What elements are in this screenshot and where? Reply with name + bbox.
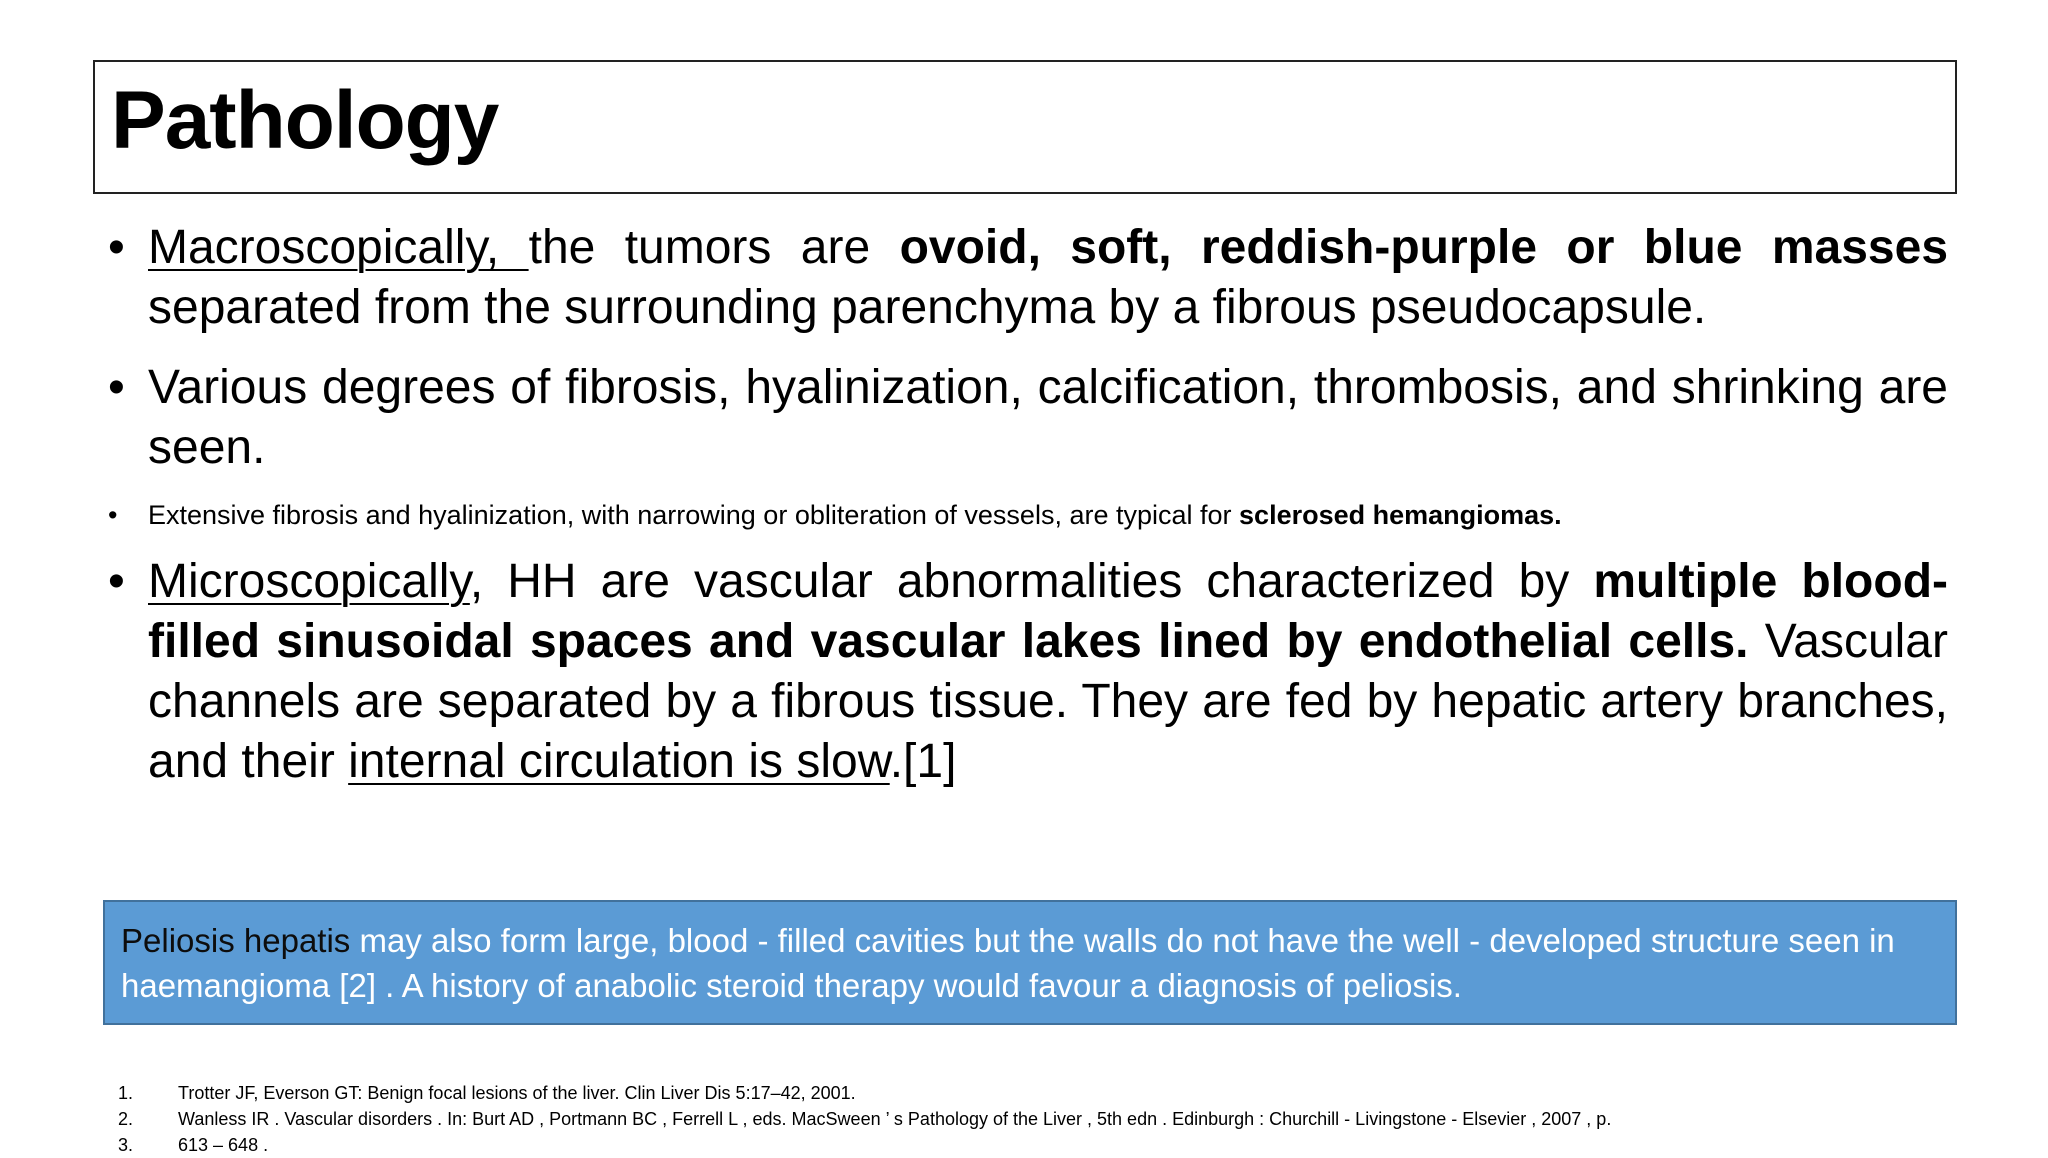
bullet-bold-text: multiple blood-filled sinusoidal spaces and vascular lakes lined by endothelial cells. bbox=[148, 555, 1948, 668]
reference-number: 3. bbox=[118, 1135, 134, 1155]
callout-term: Peliosis hepatis bbox=[121, 922, 351, 959]
bullet-bold-text: ovoid, soft, reddish-purple or blue masses bbox=[899, 221, 1949, 274]
slide-title: Pathology bbox=[111, 75, 499, 166]
peliosis-callout bbox=[103, 900, 1957, 1025]
bullet-bold-text: sclerosed hemangiomas. bbox=[1239, 500, 1562, 530]
reference-item bbox=[118, 1080, 1938, 1106]
title-box bbox=[93, 60, 1957, 194]
bullet-fibrosis bbox=[108, 358, 1948, 478]
bullet-text: , HH are vascular abnormalities characterized by bbox=[469, 555, 1594, 608]
reference-number: 2. bbox=[118, 1109, 134, 1129]
reference-item bbox=[118, 1106, 1938, 1132]
reference-list bbox=[118, 1080, 1938, 1158]
callout-text: may also form large, blood - filled cavities but the walls do not have the well - developed structure seen in haemangioma [2] . A history of anabolic steroid therapy would favour a diagnosis of peliosis. bbox=[121, 922, 1895, 1004]
bullet-text: the tumors are bbox=[528, 221, 900, 274]
bullet-text: separated from the surrounding parenchyma by a fibrous pseudocapsule. bbox=[148, 281, 1707, 334]
microscopically-label: Microscopically bbox=[148, 555, 470, 608]
bullet-text: Various degrees of fibrosis, hyalinization, calcification, thrombosis, and shrinking are seen. bbox=[148, 361, 1948, 474]
bullet-text: .[1] bbox=[889, 735, 957, 788]
reference-text: Trotter JF, Everson GT: Benign focal lesions of the liver. Clin Liver Dis 5:17–42, 2001. bbox=[178, 1083, 856, 1103]
bullet-text: Vascular channels are separated by a fibrous tissue. They are fed by hepatic artery branches, and their bbox=[148, 615, 1948, 788]
reference-text: Wanless IR . Vascular disorders . In: Burt AD , Portmann BC , Ferrell L , eds. MacSween ’ s Pathology of the Liver , 5th edn . Edinburgh : Churchill - Livingstone - Elsevier , 2007 , p. bbox=[178, 1109, 1612, 1129]
reference-item bbox=[118, 1132, 1938, 1158]
bullet-sclerosed bbox=[108, 496, 1948, 534]
bullet-list bbox=[108, 218, 1948, 792]
bullet-macroscopic bbox=[108, 218, 1948, 338]
circulation-underlined: internal circulation is slow bbox=[348, 735, 890, 788]
bullet-microscopic bbox=[108, 552, 1948, 792]
bullet-text: Extensive fibrosis and hyalinization, with narrowing or obliteration of vessels, are typical for bbox=[148, 500, 1240, 530]
reference-number: 1. bbox=[118, 1083, 134, 1103]
reference-text: 613 – 648 . bbox=[178, 1135, 269, 1155]
macroscopically-label: Macroscopically, bbox=[148, 221, 529, 274]
